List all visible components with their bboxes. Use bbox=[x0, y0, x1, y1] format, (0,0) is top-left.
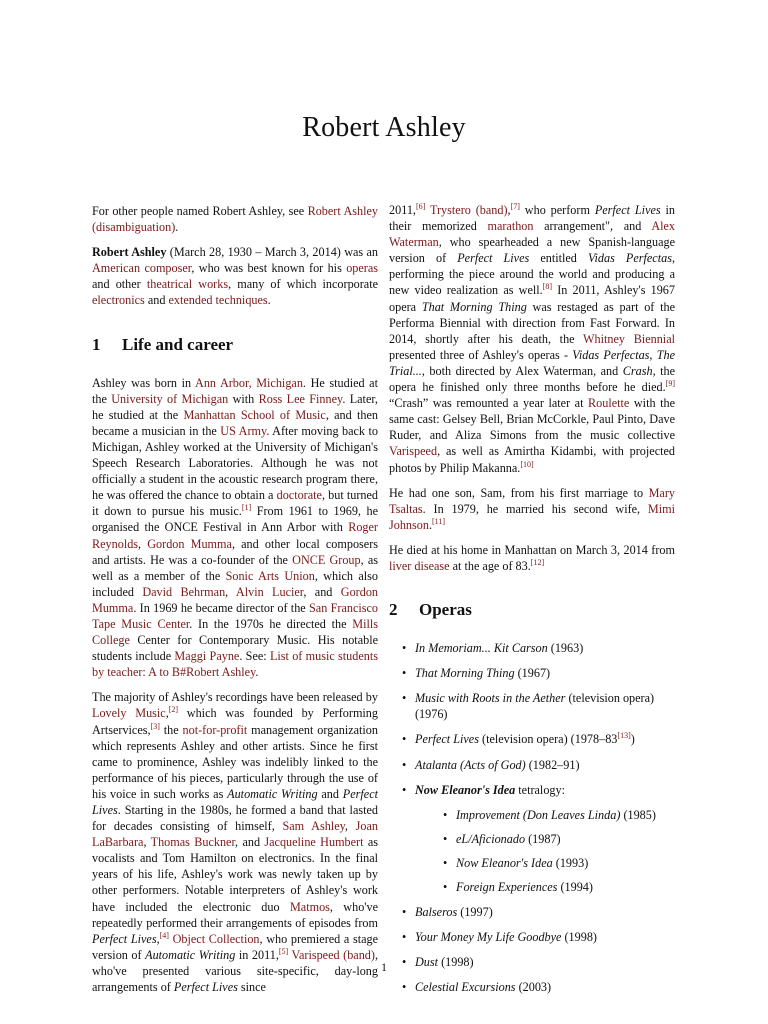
intro-paragraph: Robert Ashley (March 28, 1930 – March 3, 2014) was an American composer, who was best known for his operas and other theatrical works, many of which incorporate electronics and extended techniques. bbox=[92, 245, 379, 308]
paragraph-death: He died at his home in Manhattan on March 3, 2014 from liver disease at the age of 83.[12] bbox=[389, 542, 675, 573]
link-gordon-mumma[interactable]: Gordon Mumma bbox=[147, 536, 232, 551]
list-item: • Foreign Experiences (1994) bbox=[443, 879, 675, 895]
ref-6[interactable]: [6] bbox=[415, 201, 426, 211]
right-column bbox=[389, 202, 675, 1004]
ref-2[interactable]: [2] bbox=[168, 705, 179, 715]
link-sonic-arts-union[interactable]: Sonic Arts Union bbox=[225, 568, 315, 583]
tetralogy-sublist bbox=[415, 807, 675, 895]
link-electronics[interactable]: electronics bbox=[92, 293, 145, 308]
link-once-group[interactable]: ONCE Group bbox=[292, 552, 361, 567]
hatnote: For other people named Robert Ashley, see Robert Ashley (disambiguation). bbox=[92, 204, 378, 235]
link-sam-ashley[interactable]: Sam Ashley bbox=[282, 819, 345, 834]
list-item: • Improvement (Don Leaves Linda) (1985) bbox=[443, 807, 675, 823]
operas-list bbox=[389, 640, 675, 995]
ref-12[interactable]: [12] bbox=[530, 557, 545, 567]
link-ross-lee-finney[interactable]: Ross Lee Finney bbox=[258, 391, 343, 406]
link-not-for-profit[interactable]: not-for-profit bbox=[182, 722, 248, 737]
link-alvin-lucier[interactable]: Alvin Lucier bbox=[235, 584, 304, 599]
list-item: • Your Money My Life Goodbye (1998) bbox=[402, 929, 675, 945]
link-object-collection[interactable]: Object Collection bbox=[172, 931, 260, 946]
paragraph-life: Ashley was born in Ann Arbor, Michigan. He studied at the University of Michigan with Ross Lee Finney. Later, he studied at the Manhattan School of Music, and then became a musician in the US Army. After moving back to Michigan, Ashley worked at the University of Michigan's Speech Research Laboratories. Although he was not officially a student in the acoustic research program there, he was offered the chance to obtain a doctorate, but turned it down to pursue his music.[1] From 1961 to 1969, he organised the ONCE Festival in Ann Arbor with Roger Reynolds, Gordon Mumma, and other local composers and artists. He was a co-founder of the ONCE Group, as well as a member of the Sonic Arts Union, which also included David Behrman, Alvin Lucier, and Gordon Mumma. In 1969 he became director of the San Francisco Tape Music Center. In the 1970s he directed the Mills College Center for Contemporary Music. His notable students include Maggi Payne. See: List of music students by teacher: A to B#Robert Ashley. bbox=[92, 375, 379, 680]
link-theatrical-works[interactable]: theatrical works bbox=[146, 277, 229, 292]
list-item: • That Morning Thing (1967) bbox=[402, 665, 675, 681]
ref-5[interactable]: [5] bbox=[278, 946, 289, 956]
left-column bbox=[92, 203, 378, 1004]
link-trystero-band[interactable]: Trystero (band) bbox=[429, 203, 508, 217]
link-list-of-music-students[interactable]: List of music students by teacher: A to B#Robert Ashley bbox=[92, 649, 379, 680]
link-liver-disease[interactable]: liver disease bbox=[389, 558, 450, 573]
page-number: 1 bbox=[381, 960, 387, 974]
list-item: • Now Eleanor's Idea tetralogy: • Improvement (Don Leaves Linda) (1985) • eL/Aficionado (1987) • Now Eleanor's Idea (1993) • Foreign Experiences (1994) bbox=[402, 782, 675, 895]
link-marathon[interactable]: marathon bbox=[487, 219, 534, 234]
link-lovely-music[interactable]: Lovely Music bbox=[92, 706, 166, 721]
link-roger-reynolds[interactable]: Roger Reynolds bbox=[92, 520, 378, 551]
ref-7[interactable]: [7] bbox=[510, 201, 520, 211]
link-university-of-michigan[interactable]: University of Michigan bbox=[111, 391, 229, 406]
link-american[interactable]: American bbox=[92, 261, 141, 276]
link-maggi-payne[interactable]: Maggi Payne bbox=[174, 649, 240, 664]
paragraph-family: He had one son, Sam, from his first marriage to Mary Tsaltas. In 1979, he married his second wife, Mimi Johnson.[11] bbox=[389, 485, 675, 532]
ref-8[interactable]: [8] bbox=[542, 282, 553, 292]
link-gordon-mumma-2[interactable]: Gordon Mumma bbox=[92, 584, 379, 615]
link-roulette[interactable]: Roulette bbox=[588, 396, 630, 411]
link-operas[interactable]: operas bbox=[346, 261, 378, 276]
link-mills-college[interactable]: Mills College bbox=[92, 616, 378, 648]
ref-9[interactable]: [9] bbox=[665, 378, 675, 388]
link-san-francisco-tape-music-center[interactable]: San Francisco Tape Music Center bbox=[92, 600, 378, 631]
link-thomas-buckner[interactable]: Thomas Buckner bbox=[150, 835, 236, 850]
link-mimi-johnson[interactable]: Mimi Johnson bbox=[389, 501, 675, 532]
paragraph-recordings: The majority of Ashley's recordings have been released by Lovely Music,[2] which was founded by Performing Artservices,[3] the not-for-profit management organization which represents Ashley and other artists. Since he first came to prominence, Ashley was indelibly linked to the performance of his pieces, particularly through the use of his voice in such works as Automatic Writing and Perfect Lives. Starting in the 1980s, he formed a band that lasted for decades consisting of himself, Sam Ashley, Joan LaBarbara, Thomas Buckner, and Jacqueline Humbert as vocalists and Tom Hamilton on electronics. In the final years of his life, Ashley's work was newly taken up by other performers. Notable interpreters of Ashley's work have included the electronic duo Matmos, who've repeatedly performed their arrangements of episodes from Perfect Lives,[4] Object Collection, who premiered a stage version of Automatic Writing in 2011,[5] Varispeed (band), who've presented various site-specific, day-long arrangements of Perfect Lives since bbox=[92, 690, 379, 995]
link-jacqueline-humbert[interactable]: Jacqueline Humbert bbox=[264, 835, 364, 850]
ref-11[interactable]: [11] bbox=[432, 516, 446, 526]
link-manhattan-school-of-music[interactable]: Manhattan School of Music bbox=[183, 407, 326, 422]
list-item: • In Memoriam... Kit Carson (1963) bbox=[402, 640, 675, 656]
link-extended-techniques[interactable]: extended techniques bbox=[168, 293, 268, 308]
subject-name: Robert Ashley bbox=[92, 245, 167, 260]
list-item: • Balseros (1997) bbox=[402, 904, 675, 920]
ref-4[interactable]: [4] bbox=[159, 930, 169, 940]
link-whitney-biennial[interactable]: Whitney Biennial bbox=[583, 331, 675, 346]
list-item: • Dust (1998) bbox=[402, 954, 675, 970]
ref-13[interactable]: [13] bbox=[617, 731, 631, 741]
list-item: • Perfect Lives (television opera) (1978–83[13]) bbox=[402, 731, 675, 747]
link-composer[interactable]: composer bbox=[144, 261, 192, 276]
paragraph-recordings-cont: 2011,[6] Trystero (band),[7] who perform Perfect Lives in their memorized marathon arrangement", and Alex Waterman, who spearheaded a new Spanish-language version of Perfect Lives entitled Vidas Perfectas, performing the piece around the world and producing a new video realization as well.[8] In 2011, Ashley's 1967 opera That Morning Thing was restaged as part of the Performa Biennial with direction from Fast Forward. In 2014, shortly after his death, the Whitney Biennial presented three of Ashley's operas - Vidas Perfectas, The Trial..., both directed by Alex Waterman, and Crash, the opera he finished only three months before he died.[9] “Crash” was remounted a year later at Roulette with the same cast: Gelsey Bell, Brian McCorkle, Paul Pinto, Dave Ruder, and Aliza Simons from the music collective Varispeed, as well as Amirtha Kidambi, with projected photos by Philip Makanna.[10] bbox=[389, 201, 676, 475]
link-mary-tsaltas[interactable]: Mary Tsaltas bbox=[389, 485, 675, 516]
link-us-army[interactable]: US Army bbox=[220, 423, 267, 438]
section-heading-life-and-career: 1 Life and career bbox=[92, 334, 234, 354]
disambiguation-link[interactable]: Robert Ashley (disambiguation) bbox=[92, 204, 378, 235]
list-item: • Now Eleanor's Idea (1993) bbox=[443, 855, 675, 871]
link-varispeed-band[interactable]: Varispeed (band) bbox=[291, 947, 375, 962]
list-item: • Music with Roots in the Aether (television opera) (1976) bbox=[402, 690, 675, 722]
list-item: • Celestial Excursions (2003) bbox=[402, 979, 675, 995]
section-heading-operas: 2 Operas bbox=[389, 600, 472, 620]
link-ann-arbor[interactable]: Ann Arbor, Michigan bbox=[195, 375, 303, 390]
page-title: Robert Ashley bbox=[302, 112, 466, 143]
link-david-behrman[interactable]: David Behrman bbox=[142, 584, 226, 599]
link-varispeed[interactable]: Varispeed bbox=[389, 444, 438, 459]
link-alex-waterman[interactable]: Alex Waterman bbox=[389, 219, 676, 250]
ref-1[interactable]: [1] bbox=[241, 503, 252, 513]
list-item: • Atalanta (Acts of God) (1982–91) bbox=[402, 757, 675, 773]
link-doctorate[interactable]: doctorate bbox=[276, 488, 322, 503]
list-item: • eL/Aficionado (1987) bbox=[443, 831, 675, 847]
link-matmos[interactable]: Matmos bbox=[289, 899, 330, 914]
link-joan-labarbara[interactable]: Joan LaBarbara bbox=[92, 819, 378, 850]
ref-3[interactable]: [3] bbox=[150, 721, 160, 731]
ref-10[interactable]: [10] bbox=[520, 459, 534, 469]
